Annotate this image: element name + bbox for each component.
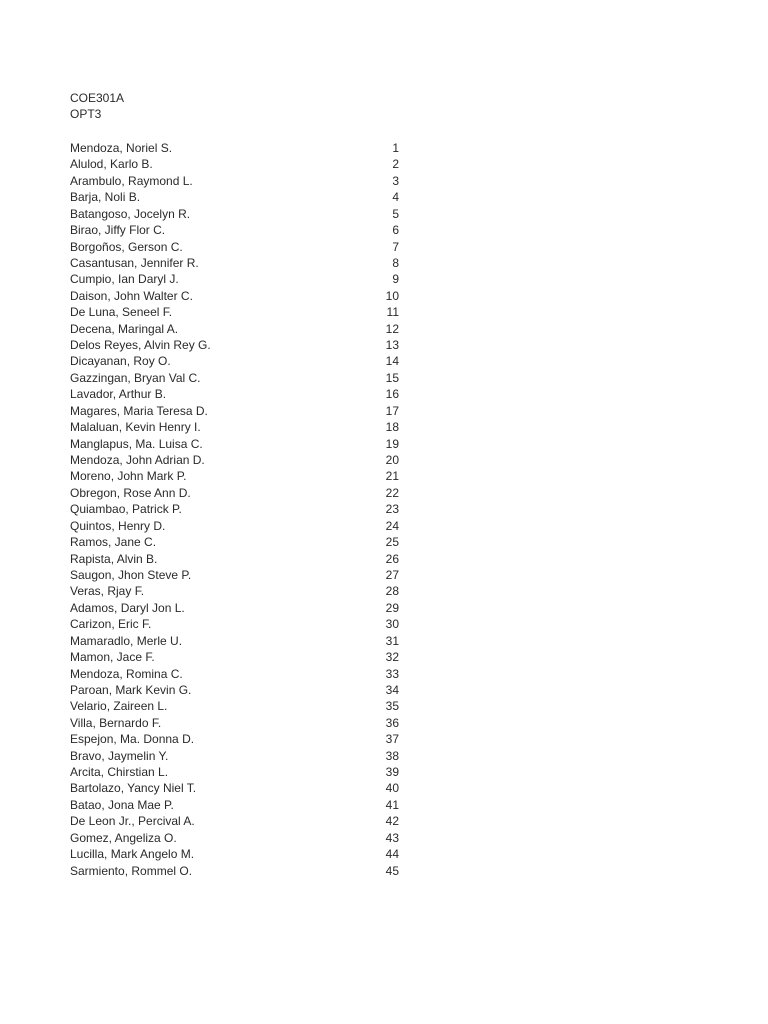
student-number: 3 — [392, 173, 399, 188]
student-number: 43 — [385, 830, 399, 845]
student-number: 26 — [385, 551, 399, 566]
student-number: 23 — [385, 502, 399, 517]
student-name: Batao, Jona Mae P. — [70, 797, 174, 812]
student-row — [70, 337, 400, 353]
student-name: Gomez, Angeliza O. — [70, 830, 177, 845]
student-number: 2 — [392, 157, 399, 172]
student-name: Magares, Maria Teresa D. — [70, 403, 208, 418]
student-name: Espejon, Ma. Donna D. — [70, 732, 195, 747]
student-number: 33 — [385, 666, 399, 681]
student-row — [70, 370, 400, 386]
student-name: Manglapus, Ma. Luisa C. — [70, 436, 203, 451]
student-name: Mendoza, Romina C. — [70, 666, 183, 681]
student-name: Barja, Noli B. — [70, 190, 141, 205]
student-row — [70, 551, 400, 567]
student-name: Sarmiento, Rommel O. — [70, 863, 193, 878]
student-number: 42 — [385, 814, 399, 829]
student-name: Bravo, Jaymelin Y. — [70, 748, 169, 763]
student-row — [70, 715, 400, 731]
student-number: 41 — [385, 797, 399, 812]
student-row — [70, 288, 400, 304]
student-number: 13 — [385, 338, 399, 353]
student-row — [70, 682, 400, 698]
student-number: 32 — [385, 650, 399, 665]
course-code: COE301A — [70, 91, 125, 105]
student-number: 35 — [385, 699, 399, 714]
student-number: 36 — [385, 715, 399, 730]
student-number: 22 — [385, 485, 399, 500]
student-name: Mamaradlo, Merle U. — [70, 633, 183, 648]
student-row — [70, 813, 400, 829]
student-number: 12 — [385, 321, 399, 336]
student-name: Obregon, Rose Ann D. — [70, 485, 191, 500]
student-number: 34 — [385, 682, 399, 697]
student-list — [70, 140, 400, 879]
student-name: Paroan, Mark Kevin G. — [70, 682, 192, 697]
student-row — [70, 616, 400, 632]
student-number: 9 — [392, 272, 399, 287]
student-number: 31 — [385, 633, 399, 648]
student-row — [70, 501, 400, 517]
student-row — [70, 271, 400, 287]
student-name: Decena, Maringal A. — [70, 321, 179, 336]
student-name: Lavador, Arthur B. — [70, 387, 167, 402]
student-row — [70, 780, 400, 796]
student-name: Veras, Rjay F. — [70, 584, 145, 599]
student-name: Velario, Zaireen L. — [70, 699, 168, 714]
student-number: 21 — [385, 469, 399, 484]
section-code: OPT3 — [70, 107, 102, 121]
student-number: 20 — [385, 453, 399, 468]
student-number: 27 — [385, 567, 399, 582]
student-name: Malaluan, Kevin Henry I. — [70, 420, 201, 435]
student-name: Arcita, Chirstian L. — [70, 765, 169, 780]
student-row — [70, 468, 400, 484]
student-name: Quintos, Henry D. — [70, 518, 166, 533]
student-row — [70, 518, 400, 534]
student-name: Mamon, Jace F. — [70, 650, 155, 665]
student-name: Bartolazo, Yancy Niel T. — [70, 781, 197, 796]
student-row — [70, 386, 400, 402]
student-row — [70, 748, 400, 764]
student-row — [70, 173, 400, 189]
student-number: 39 — [385, 765, 399, 780]
student-number: 17 — [385, 403, 399, 418]
student-name: Lucilla, Mark Angelo M. — [70, 847, 195, 862]
student-name: Moreno, John Mark P. — [70, 469, 187, 484]
student-number: 29 — [385, 600, 399, 615]
student-number: 40 — [385, 781, 399, 796]
student-row — [70, 649, 400, 665]
student-name: Alulod, Karlo B. — [70, 157, 153, 172]
student-number: 37 — [385, 732, 399, 747]
document-page — [70, 90, 400, 879]
student-number: 6 — [392, 223, 399, 238]
student-row — [70, 485, 400, 501]
student-number: 24 — [385, 518, 399, 533]
student-row — [70, 156, 400, 172]
student-row — [70, 846, 400, 862]
student-row — [70, 666, 400, 682]
student-row — [70, 419, 400, 435]
student-name: Rapista, Alvin B. — [70, 551, 158, 566]
student-name: Cumpio, Ian Daryl J. — [70, 272, 179, 287]
student-number: 28 — [385, 584, 399, 599]
student-name: Mendoza, Noriel S. — [70, 141, 173, 155]
student-name: Gazzingan, Bryan Val C. — [70, 370, 201, 385]
student-name: Arambulo, Raymond L. — [70, 173, 193, 188]
student-name: Quiambao, Patrick P. — [70, 502, 182, 517]
student-number: 16 — [385, 387, 399, 402]
student-row — [70, 304, 400, 320]
student-name: Ramos, Jane C. — [70, 535, 157, 550]
student-row — [70, 600, 400, 616]
student-row — [70, 140, 400, 156]
spacer — [70, 122, 400, 140]
student-name: Birao, Jiffy Flor C. — [70, 223, 166, 238]
student-number: 38 — [385, 748, 399, 763]
student-row — [70, 206, 400, 222]
student-number: 14 — [385, 354, 399, 369]
student-row — [70, 764, 400, 780]
student-row — [70, 436, 400, 452]
student-row — [70, 830, 400, 846]
student-row — [70, 633, 400, 649]
student-number: 18 — [385, 420, 399, 435]
student-number: 4 — [392, 190, 399, 205]
student-row — [70, 698, 400, 714]
student-name: Daison, John Walter C. — [70, 288, 193, 303]
student-number: 11 — [386, 305, 399, 320]
student-number: 1 — [392, 141, 399, 155]
student-number: 45 — [385, 863, 399, 878]
student-name: Dicayanan, Roy O. — [70, 354, 171, 369]
student-number: 5 — [392, 206, 399, 221]
student-name: Adamos, Daryl Jon L. — [70, 600, 185, 615]
student-row — [70, 797, 400, 813]
student-number: 7 — [392, 239, 399, 254]
student-row — [70, 731, 400, 747]
student-name: Carizon, Eric F. — [70, 617, 152, 632]
student-name: Villa, Bernardo F. — [70, 715, 162, 730]
student-name: Delos Reyes, Alvin Rey G. — [70, 338, 211, 353]
student-name: Borgoños, Gerson C. — [70, 239, 183, 254]
student-row — [70, 353, 400, 369]
student-row — [70, 222, 400, 238]
student-number: 44 — [385, 847, 399, 862]
student-name: De Luna, Seneel F. — [70, 305, 173, 320]
student-number: 8 — [392, 255, 399, 270]
student-row — [70, 255, 400, 271]
student-row — [70, 321, 400, 337]
student-number: 15 — [385, 370, 399, 385]
student-name: Casantusan, Jennifer R. — [70, 255, 199, 270]
student-number: 10 — [385, 288, 399, 303]
student-row — [70, 403, 400, 419]
student-row — [70, 239, 400, 255]
student-number: 25 — [385, 535, 399, 550]
student-name: De Leon Jr., Percival A. — [70, 814, 195, 829]
student-number: 30 — [385, 617, 399, 632]
student-name: Mendoza, John Adrian D. — [70, 453, 205, 468]
student-row — [70, 583, 400, 599]
student-row — [70, 452, 400, 468]
student-number: 19 — [385, 436, 399, 451]
student-name: Saugon, Jhon Steve P. — [70, 567, 192, 582]
student-row — [70, 534, 400, 550]
student-row — [70, 567, 400, 583]
student-row — [70, 189, 400, 205]
student-row — [70, 863, 400, 879]
student-name: Batangoso, Jocelyn R. — [70, 206, 191, 221]
